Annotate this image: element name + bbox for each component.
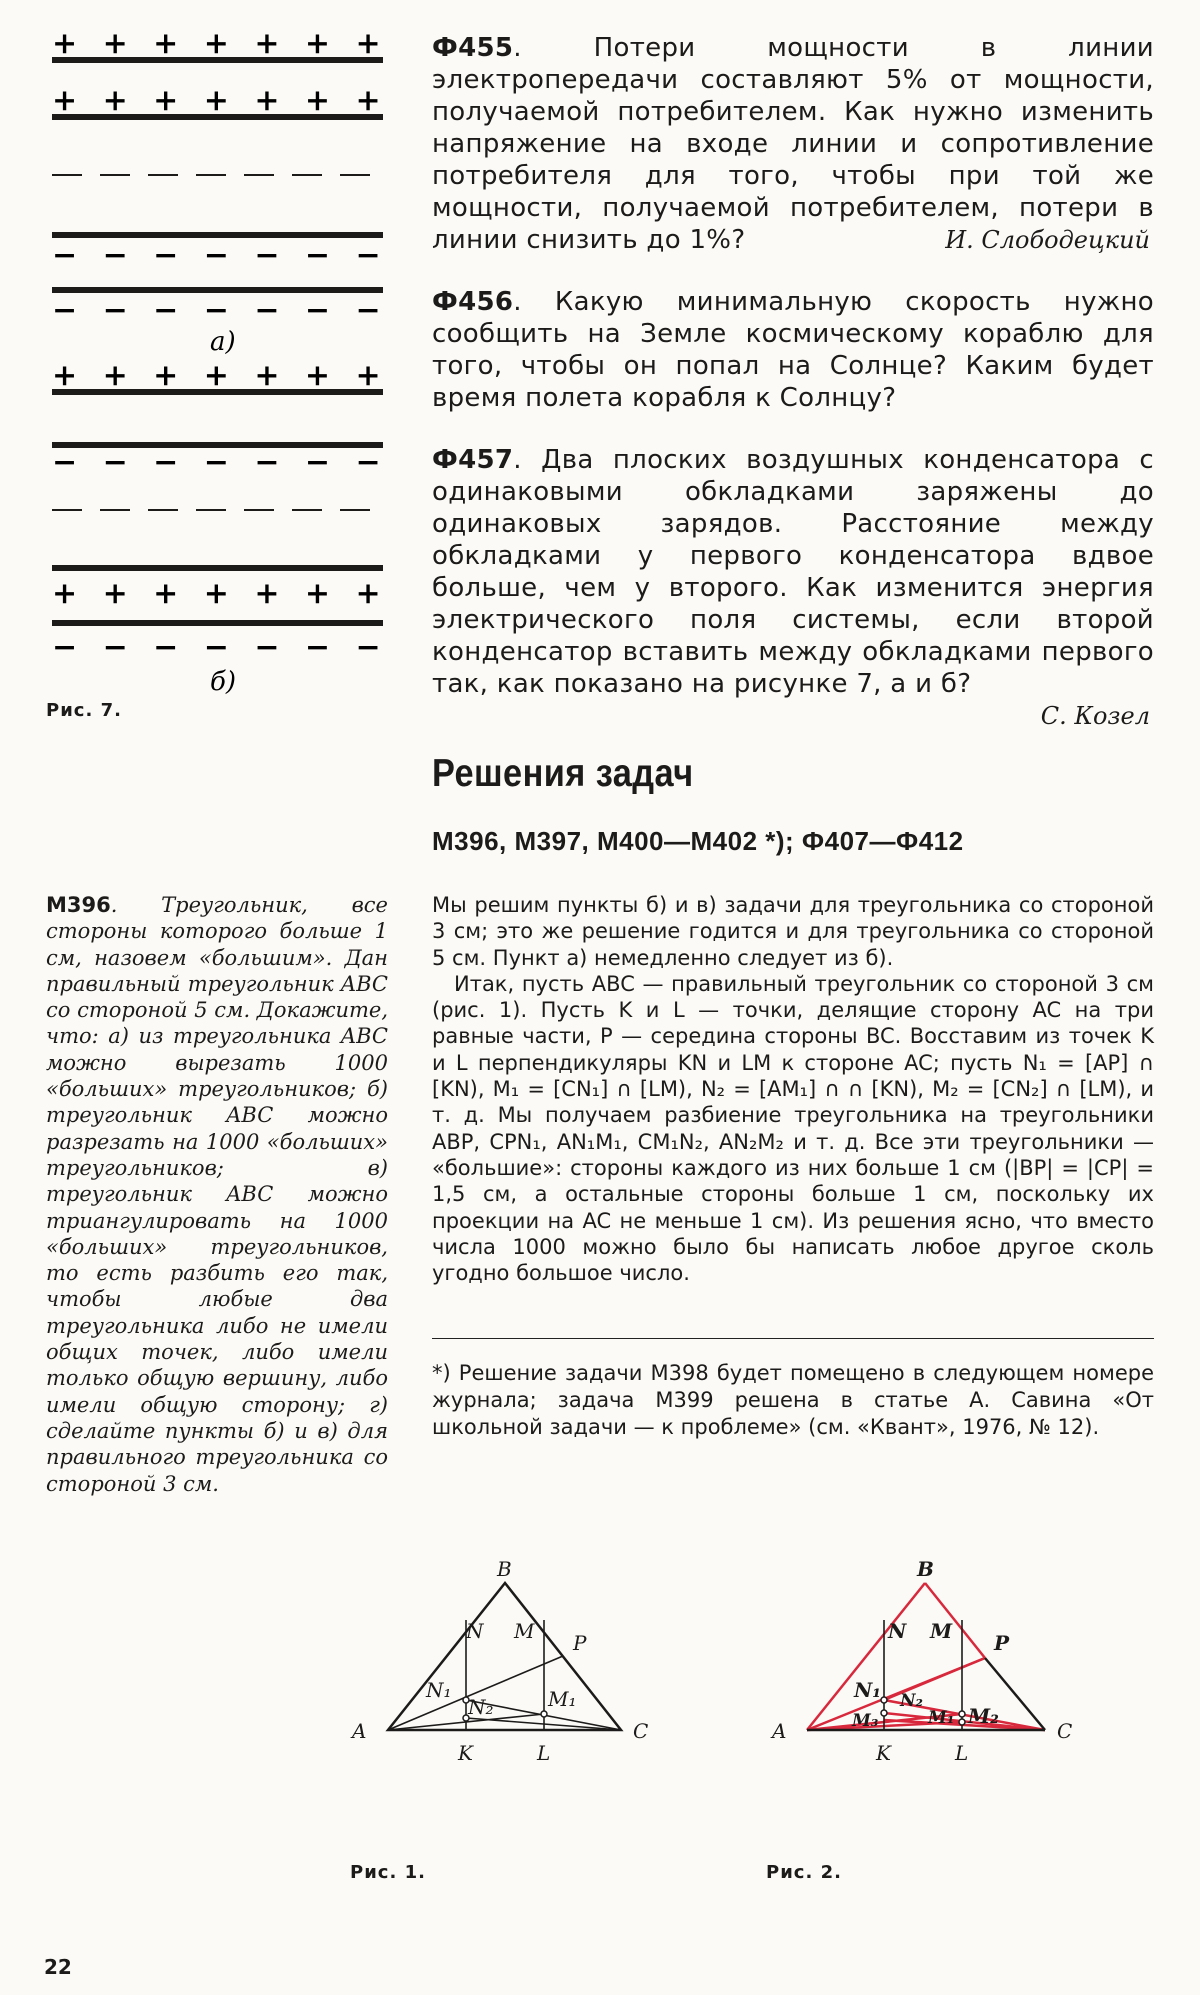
problem-f455: [432, 32, 1154, 256]
point-label: M₂: [968, 1704, 999, 1728]
point-label: B: [917, 1557, 934, 1581]
problem-text: . Какую минимальную скорость нужно сообщить на Земле космическому кораблю для того, чтобы он попал на Солнце? Каким будет время полета корабля к Солнцу?: [432, 287, 1154, 413]
problem-number: Ф456: [432, 287, 514, 317]
figure-label-a: а): [210, 327, 236, 357]
plate-charges: − − − − − − −: [52, 238, 389, 273]
section-title: Решения задач: [432, 752, 694, 795]
point-label: N: [888, 1619, 907, 1643]
figure-7: [38, 20, 398, 710]
point-label: M: [514, 1619, 535, 1643]
point-label: N₁: [426, 1678, 452, 1702]
point-label: P: [994, 1631, 1010, 1655]
plate-charges: + + + + + + +: [52, 576, 389, 611]
footnote: *) Решение задачи М398 будет помещено в следующем номере журнала; задача М399 решена в статье А. Савина «От школьной задачи — к проблеме» (см. «Квант», 1976, № 12).: [432, 1361, 1154, 1439]
point-label: M₁: [548, 1687, 577, 1711]
point-label: C: [633, 1719, 649, 1743]
point-label: M₁: [928, 1708, 955, 1728]
problem-text: . Потери мощности в линии электропередачи составляют 5% от мощности, получаемой потребителем. Как нужно изменить напряжение на входе линии и сопротивление потребителя для того, чтобы при той же мощности, получаемой потребителем, потери в линии снизить до 1%?: [432, 33, 1154, 255]
point-label: N₁: [854, 1678, 882, 1702]
point-label: K: [876, 1741, 891, 1765]
point-label: B: [497, 1557, 512, 1581]
point-label: N: [466, 1619, 484, 1643]
section-subtitle: М396, М397, М400—М402 *); Ф407—Ф412: [432, 826, 964, 856]
point-label: L: [537, 1741, 551, 1765]
author: С. Козел: [1040, 702, 1150, 730]
problem-f456: [432, 286, 1154, 414]
point-label: K: [458, 1741, 473, 1765]
plate-charges: + + + + + + +: [52, 358, 389, 393]
point-label: P: [573, 1631, 587, 1655]
problem-number: Ф455: [432, 33, 514, 63]
plate-charges: − − − − − − −: [52, 445, 389, 480]
problem-text: . Два плоских воздушных конденсатора с одинаковыми обкладками заряжены до одинаковых зарядов. Расстояние между обкладками у первого конденсатора вдвое больше, чем у второго. Как изменится энергия электрического поля системы, если второй конденсатор вставить между обкладками первого так, как показано на рисунке 7, а и б?: [432, 445, 1154, 699]
point-label: N₂: [900, 1691, 923, 1711]
figure-label-b: б): [210, 667, 237, 697]
m396-condition: [46, 892, 388, 1497]
point-label: M: [930, 1619, 953, 1643]
point-label: A: [772, 1719, 787, 1743]
solution-paragraph: Итак, пусть ABC — правильный треугольник со стороной 3 см (рис. 1). Пусть K и L — точки, делящие сторону AC на три равные части, P — середина стороны BC. Восставим из точек K и L перпендикуляры KN и LM к стороне AC; пусть N₁ = [AP] ∩ [KN), M₁ = [CN₁] ∩ [LM), N₂ = [AM₁] ∩ ∩ [KN), M₂ = [CN₂] ∩ [LM), и т. д. Мы получаем разбиение треугольника на треугольники ABP, CPN₁, AN₁M₁, CM₁N₂, AN₂M₂ и т. д. Все эти треугольники — «большие»: стороны каждого из них больше 1 см (|BP| = |CP| = 1,5 см, а остальные стороны больше 1 см, поскольку их проекции на AC не меньше 1 см). Из решения ясно, что вместо числа 1000 можно было бы написать любое другое сколь угодно большое число.: [432, 971, 1154, 1286]
point-label: L: [955, 1741, 969, 1765]
page-number: 22: [44, 1955, 72, 1979]
point-label: C: [1057, 1719, 1073, 1743]
solution-paragraph: Мы решим пункты б) и в) задачи для треугольника со стороной 3 см; это же решение годится и для треугольника со стороной 5 см. Пункт а) немедленно следует из б).: [432, 893, 1154, 970]
point-label: A: [352, 1719, 367, 1743]
figure-2: [760, 1555, 1100, 1795]
figure-2-caption: Рис. 2.: [766, 1862, 842, 1883]
plate-charges: + + + + + + +: [52, 83, 389, 118]
m396-solution: [432, 892, 1154, 1286]
footnote-rule: [432, 1338, 1154, 1339]
problem-f457: [432, 444, 1154, 700]
figure-1: [340, 1555, 680, 1795]
plate-charges: − − − − − − −: [52, 630, 389, 665]
figure-7-caption: Рис. 7.: [46, 700, 122, 721]
plate-charges: + + + + + + +: [52, 26, 389, 61]
problem-number: М396: [46, 893, 111, 917]
condition-text: . Треугольник, все стороны которого больше 1 см, назовем «большим». Дан правильный треугольник ABC со стороной 5 см. Докажите, что: а) из треугольника ABC можно вырезать 1000 «больших» треугольников; б) треугольник ABC можно разрезать на 1000 «больших» треугольников; в) треугольник ABC можно триангулировать на 1000 «больших» треугольников, то есть разбить его так, чтобы любые два треугольника либо не имели общих точек, либо имели только общую вершину, либо имели общую сторону; г) сделайте пункты б) и в) для правильного треугольника со стороной 3 см.: [46, 893, 388, 1496]
point-label: M₃: [852, 1711, 879, 1731]
point-label: N₂: [468, 1695, 494, 1719]
author: И. Слободецкий: [945, 226, 1150, 254]
plate-charges: − − − − − − −: [52, 293, 389, 328]
problem-number: Ф457: [432, 445, 514, 475]
figure-1-caption: Рис. 1.: [350, 1862, 426, 1883]
